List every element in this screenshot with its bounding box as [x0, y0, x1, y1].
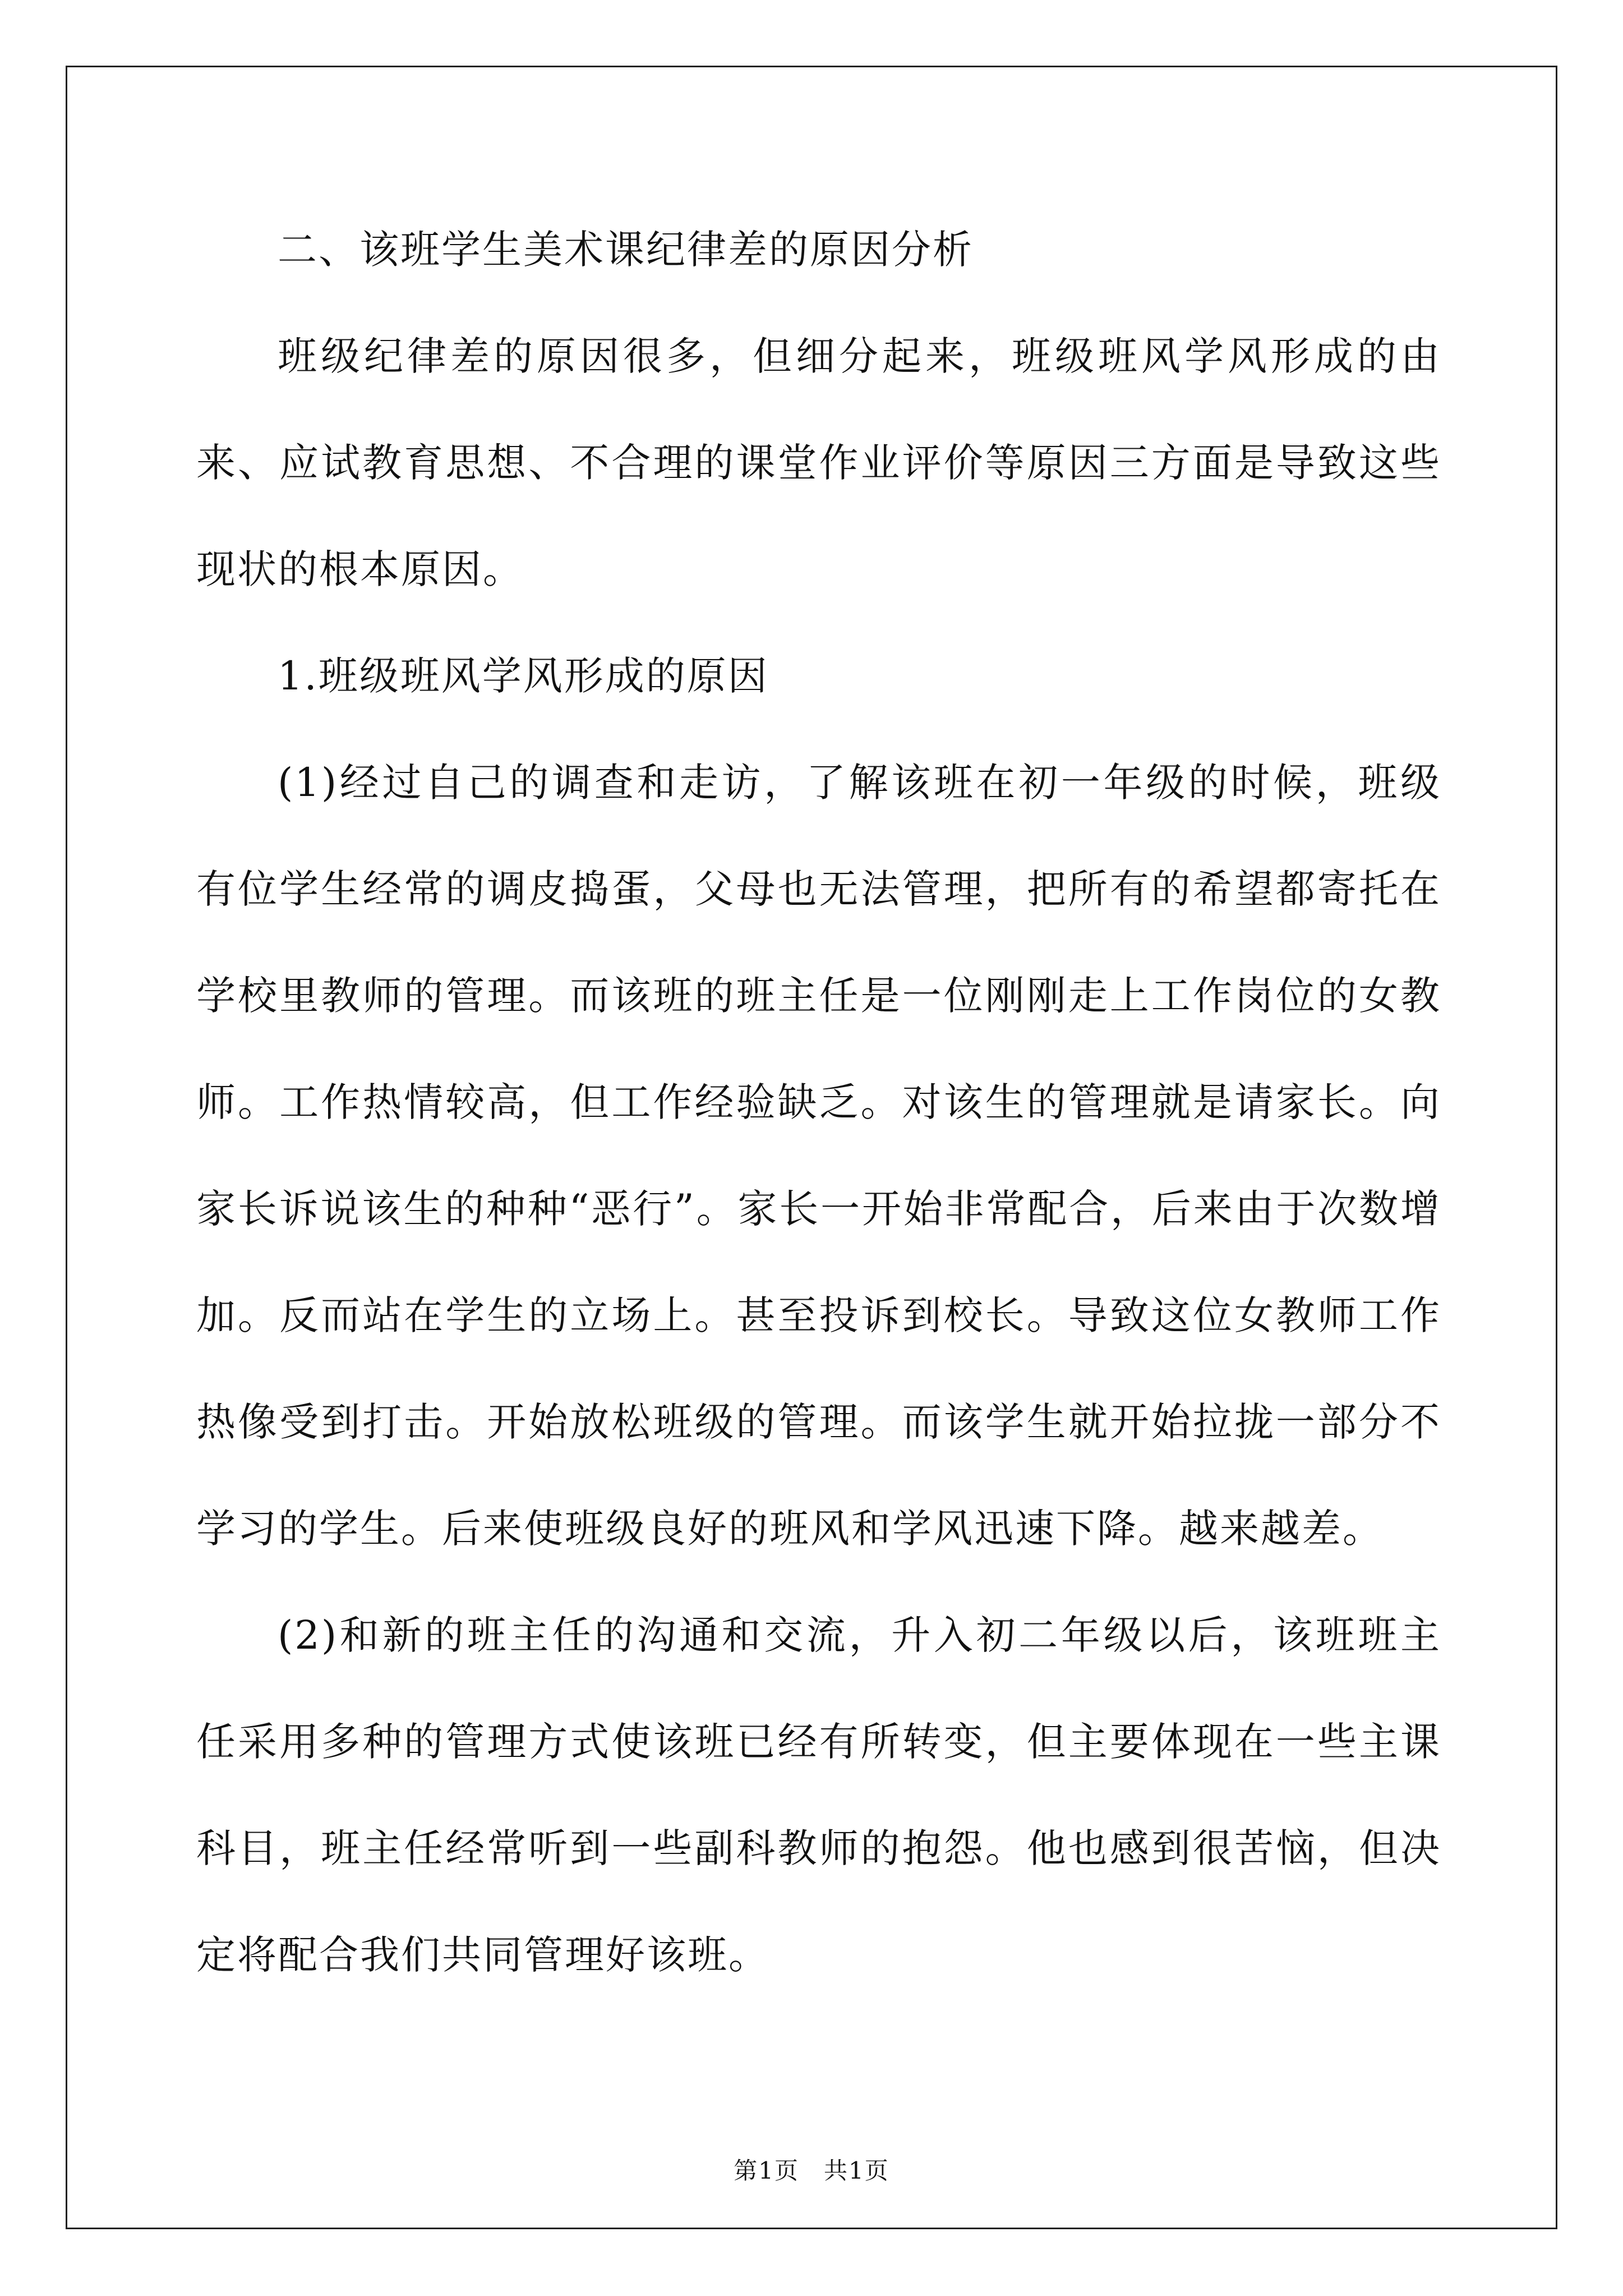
paragraph-intro: 班级纪律差的原因很多，但细分起来，班级班风学风形成的由来、应试教育思想、不合理的课堂作业评价等原因三方面是导致这些现状的根本原因。 — [196, 333, 1441, 592]
paragraph-point-2: (2)和新的班主任的沟通和交流，升入初二年级以后，该班班主任采用多种的管理方式使该班已经有所转变，但主要体现在一些主课科目，班主任经常听到一些副科教师的抱怨。他也感到很苦恼，但决定将配合我们共同管理好该班。 — [196, 1612, 1441, 1978]
document-body — [196, 196, 1441, 2008]
section-heading: 二、该班学生美术课纪律差的原因分析 — [278, 227, 974, 273]
page-number-footer: 第1页 共1页 — [734, 2157, 889, 2184]
paragraph-point-1: (1)经过自己的调查和走访，了解该班在初一年级的时候，班级有位学生经常的调皮捣蛋，父母也无法管理，把所有的希望都寄托在学校里教师的管理。而该班的班主任是一位刚刚走上工作岗位的女教师。工作热情较高，但工作经验缺乏。对该生的管理就是请家长。向家长诉说该生的种种“恶行”。家长一开始非常配合，后来由于次数增加。反而站在学生的立场上。甚至投诉到校长。导致这位女教师工作热像受到打击。开始放松班级的管理。而该学生就开始拉拢一部分不学习的学生。后来使班级良好的班风和学风迅速下降。越来越差。 — [196, 760, 1441, 1552]
subsection-heading: 1.班级班风学风形成的原因 — [278, 653, 769, 699]
